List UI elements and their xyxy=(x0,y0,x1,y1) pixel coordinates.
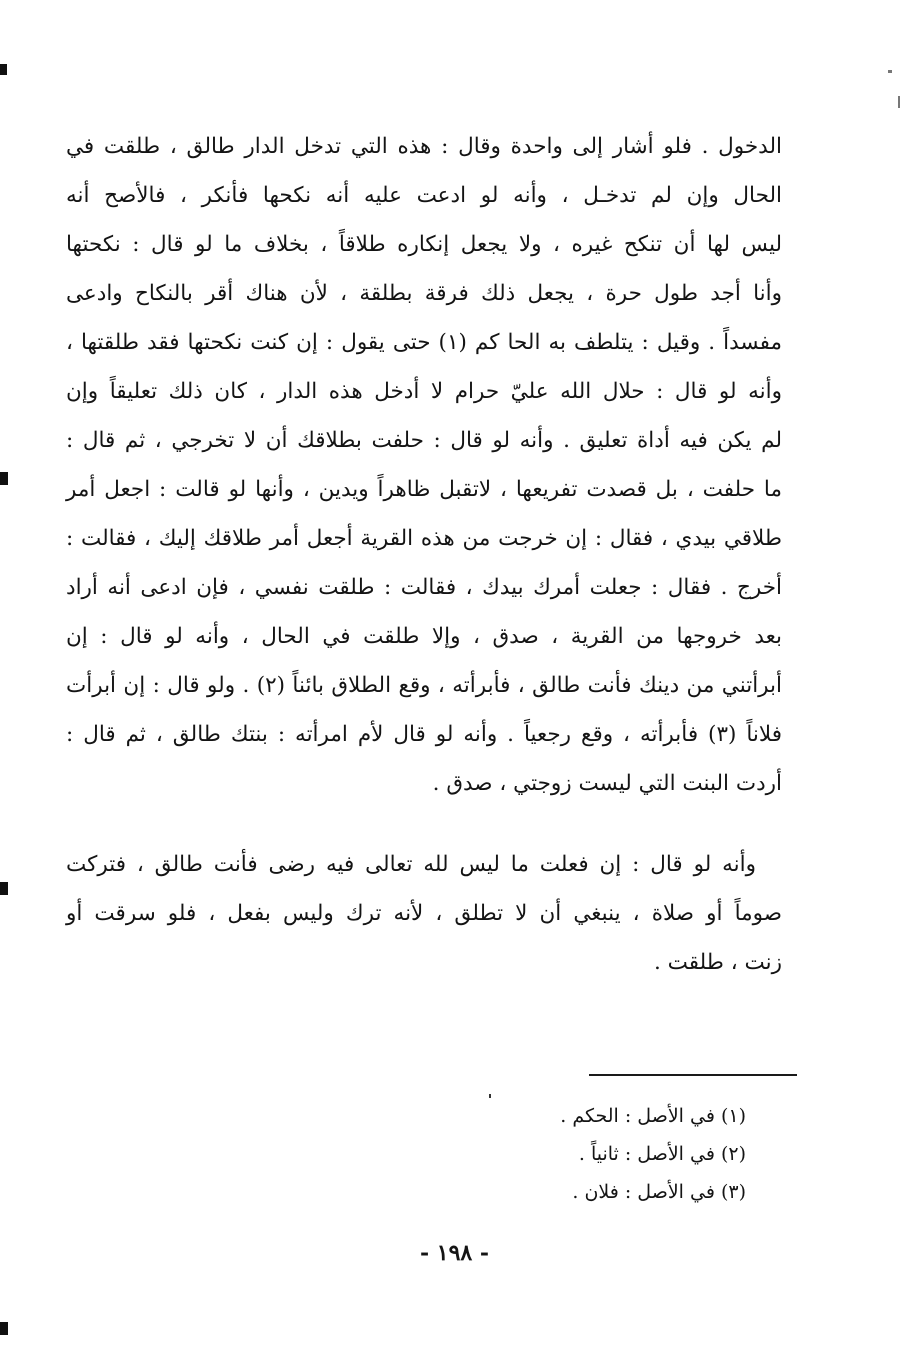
text-line: ليس لها أن تنكح غيره ، ولا يجعل إنكاره طلاقاً ، بخلاف ما لو قال : نكحتها xyxy=(66,232,782,257)
text-line: وأنه لو قال : حلال الله عليّ حرام لا أدخل هذه الدار ، كان ذلك تعليقاً وإن xyxy=(66,379,782,404)
scan-edge-mark xyxy=(0,472,8,485)
page-number: - ١٩٨ - xyxy=(419,1240,490,1266)
scan-edge-mark xyxy=(0,1322,8,1335)
scan-edge-mark xyxy=(0,64,7,75)
scan-speck xyxy=(888,70,892,73)
scan-speck xyxy=(489,1094,491,1098)
text-line: مفسداً . وقيل : يتلطف به الحا كم (١) حتى يقول : إن كنت نكحتها فقد طلقتها ، xyxy=(66,330,782,355)
text-line: بعد خروجها من القرية ، صدق ، وإلا طلقت في الحال ، وأنه لو قال : إن xyxy=(66,624,782,649)
text-line: أردت البنت التي ليست زوجتي ، صدق . xyxy=(432,771,782,796)
text-line: زنت ، طلقت . xyxy=(654,950,782,975)
footnotes xyxy=(560,1097,746,1211)
footnote: (١) في الأصل : الحكم . xyxy=(560,1105,746,1127)
text-line: أبرأتني من دينك فأنت طالق ، فأبرأته ، وقع الطلاق بائناً (٢) . ولو قال : إن أبرأت xyxy=(66,673,782,698)
text-line: وأنا أجد طول حرة ، يجعل ذلك فرقة بطلقة ، لأن هناك أقر بالنكاح وادعى xyxy=(66,281,782,306)
text-line: ما حلفت ، بل قصدت تفريعها ، لاتقبل ظاهراً ويدين ، وأنها لو قالت : اجعل أمر xyxy=(66,477,782,502)
text-line: أخرج . فقال : جعلت أمرك بيدك ، فقالت : طلقت نفسي ، فإن ادعى أنه أراد xyxy=(66,575,782,600)
footnote: (٢) في الأصل : ثانياً . xyxy=(578,1143,746,1165)
paragraph-2 xyxy=(66,840,782,987)
paragraph-1 xyxy=(66,122,782,808)
footnote-separator xyxy=(589,1074,797,1076)
scan-edge-mark xyxy=(0,882,8,895)
text-line: وأنه لو قال : إن فعلت ما ليس لله تعالى فيه رضى فأنت طالق ، فتركت xyxy=(66,852,756,877)
footnote: (٣) في الأصل : فلان . xyxy=(572,1181,746,1203)
text-line: طلاقي بيدي ، فقال : إن خرجت من هذه القرية أجعل أمر طلاقك إليك ، فقالت : xyxy=(66,526,782,551)
text-line: صوماً أو صلاة ، ينبغي أن لا تطلق ، لأنه ترك وليس بفعل ، فلو سرقت أو xyxy=(66,901,782,926)
text-line: الدخول . فلو أشار إلى واحدة وقال : هذه التي تدخل الدار طالق ، طلقت في xyxy=(66,134,782,159)
text-line: لم يكن فيه أداة تعليق . وأنه لو قال : حلفت بطلاقك أن لا تخرجي ، ثم قال : xyxy=(66,428,782,453)
text-line: الحال وإن لم تدخـل ، وأنه لو ادعت عليه أنه نكحها فأنكر ، فالأصح أنه xyxy=(66,183,782,208)
text-line: فلاناً (٣) فأبرأته ، وقع رجعياً . وأنه لو قال لأم امرأته : بنتك طالق ، ثم قال : xyxy=(66,722,782,747)
scan-speck xyxy=(898,96,900,108)
